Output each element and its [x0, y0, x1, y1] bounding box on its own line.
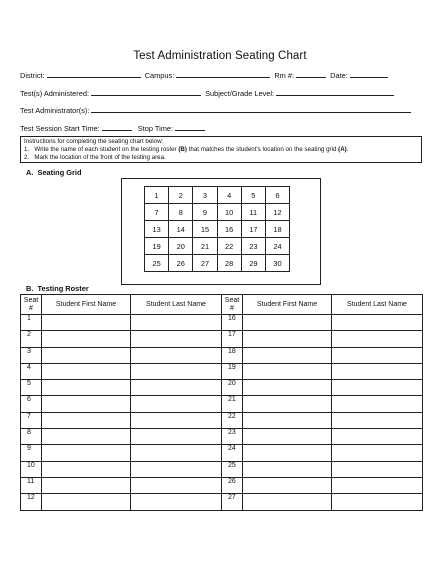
seat-number: 3 [21, 347, 42, 363]
first-name-cell[interactable] [243, 315, 332, 331]
instruction-text: . [346, 146, 349, 153]
last-name-cell[interactable] [131, 363, 222, 379]
first-name-cell[interactable] [243, 429, 332, 445]
date-label: Date: [330, 71, 348, 80]
seat-cell: 2 [169, 187, 193, 204]
testing-roster-table [20, 294, 423, 511]
last-name-cell[interactable] [332, 429, 423, 445]
seat-number: 21 [222, 396, 243, 412]
seat-cell: 25 [145, 255, 169, 272]
seat-cell: 29 [241, 255, 265, 272]
seat-cell: 30 [265, 255, 289, 272]
seat-cell: 21 [193, 238, 217, 255]
instruction-ref-a: (A) [338, 146, 347, 153]
first-name-cell[interactable] [243, 331, 332, 347]
section-label: Seating Grid [37, 168, 82, 177]
last-name-cell[interactable] [332, 445, 423, 461]
administrators-label: Test Administrator(s): [20, 106, 90, 115]
first-name-header: Student First Name [243, 295, 332, 315]
section-letter: B. [26, 284, 34, 293]
seat-cell: 18 [265, 221, 289, 238]
first-name-cell[interactable] [243, 380, 332, 396]
instruction-item-1 [24, 146, 418, 154]
seat-number: 5 [21, 380, 42, 396]
first-name-cell[interactable] [243, 363, 332, 379]
start-time-label: Test Session Start Time: [20, 124, 100, 133]
seat-cell: 5 [241, 187, 265, 204]
first-name-cell[interactable] [42, 396, 131, 412]
first-name-cell[interactable] [42, 331, 131, 347]
seat-number: 10 [21, 461, 42, 477]
start-time-field[interactable] [102, 122, 132, 131]
last-name-cell[interactable] [131, 347, 222, 363]
last-name-header: Student Last Name [332, 295, 423, 315]
seat-cell: 17 [241, 221, 265, 238]
campus-field[interactable] [176, 69, 270, 78]
last-name-cell[interactable] [131, 412, 222, 428]
seat-cell: 6 [265, 187, 289, 204]
stop-time-label: Stop Time: [137, 124, 174, 133]
subject-label: Subject/Grade Level: [205, 89, 275, 98]
last-name-cell[interactable] [332, 315, 423, 331]
last-name-header: Student Last Name [131, 295, 222, 315]
instructions-heading: Instructions for completing the seating chart below: [24, 138, 164, 145]
last-name-cell[interactable] [332, 477, 423, 493]
table-row [21, 396, 423, 412]
last-name-cell[interactable] [131, 494, 222, 510]
seat-cell: 12 [265, 204, 289, 221]
table-row [21, 380, 423, 396]
first-name-header: Student First Name [42, 295, 131, 315]
last-name-cell[interactable] [131, 315, 222, 331]
last-name-cell[interactable] [332, 412, 423, 428]
last-name-cell[interactable] [332, 396, 423, 412]
seat-cell: 28 [217, 255, 241, 272]
seat-cell: 11 [241, 204, 265, 221]
first-name-cell[interactable] [243, 412, 332, 428]
seat-cell: 27 [193, 255, 217, 272]
header-text: # [29, 304, 33, 312]
seating-grid [144, 186, 290, 272]
seat-cell: 22 [217, 238, 241, 255]
seat-cell: 16 [217, 221, 241, 238]
last-name-cell[interactable] [131, 477, 222, 493]
seat-cell: 23 [241, 238, 265, 255]
first-name-cell[interactable] [42, 461, 131, 477]
instruction-ref-b: (B) [178, 146, 187, 153]
first-name-cell[interactable] [42, 347, 131, 363]
last-name-cell[interactable] [332, 380, 423, 396]
header-text: Seat [23, 296, 39, 304]
section-a-heading [26, 168, 81, 177]
section-letter: A. [26, 168, 34, 177]
table-row [21, 315, 423, 331]
seat-number: 1 [21, 315, 42, 331]
header-text: Seat [224, 296, 240, 304]
last-name-cell[interactable] [332, 494, 423, 510]
seat-number: 19 [222, 363, 243, 379]
table-row [21, 347, 423, 363]
seat-number: 22 [222, 412, 243, 428]
first-name-cell[interactable] [243, 461, 332, 477]
last-name-cell[interactable] [131, 445, 222, 461]
last-name-cell[interactable] [131, 396, 222, 412]
row-times [20, 122, 207, 134]
table-row [21, 445, 423, 461]
last-name-cell[interactable] [332, 347, 423, 363]
seat-cell: 9 [193, 204, 217, 221]
seat-number: 27 [222, 494, 243, 510]
seat-cell: 13 [145, 221, 169, 238]
administrators-field[interactable] [91, 104, 411, 113]
instruction-number: 1. [24, 146, 30, 153]
first-name-cell[interactable] [243, 396, 332, 412]
seat-cell: 20 [169, 238, 193, 255]
last-name-cell[interactable] [332, 363, 423, 379]
instruction-text: Write the name of each student on the testing roster [34, 146, 177, 153]
room-field[interactable] [296, 69, 326, 78]
room-label: Rm #: [274, 71, 295, 80]
seat-number: 6 [21, 396, 42, 412]
seat-cell: 3 [193, 187, 217, 204]
table-row [21, 429, 423, 445]
table-row [21, 412, 423, 428]
seat-number: 18 [222, 347, 243, 363]
seat-number: 4 [21, 363, 42, 379]
instruction-text: that matches the student's location on the seating grid [188, 146, 337, 153]
seat-cell: 26 [169, 255, 193, 272]
first-name-cell[interactable] [243, 494, 332, 510]
table-row [21, 331, 423, 347]
seat-cell: 19 [145, 238, 169, 255]
seat-number: 2 [21, 331, 42, 347]
seat-number: 8 [21, 429, 42, 445]
district-label: District: [20, 71, 45, 80]
seat-number: 26 [222, 477, 243, 493]
seat-number: 16 [222, 315, 243, 331]
first-name-cell[interactable] [42, 380, 131, 396]
seat-number: 11 [21, 477, 42, 493]
seat-number: 20 [222, 380, 243, 396]
row-administrators [20, 104, 413, 116]
page-title: Test Administration Seating Chart [133, 50, 307, 62]
first-name-cell[interactable] [243, 445, 332, 461]
instruction-text: Mark the location of the front of the testing area. [34, 154, 166, 161]
section-b-heading [26, 284, 89, 293]
seating-grid-row [145, 204, 290, 221]
seating-grid-row [145, 221, 290, 238]
row-tests [20, 87, 396, 99]
tests-label: Test(s) Administered: [20, 89, 90, 98]
table-row [21, 461, 423, 477]
last-name-cell[interactable] [332, 461, 423, 477]
instructions-box [20, 136, 422, 163]
first-name-cell[interactable] [42, 477, 131, 493]
seat-number: 7 [21, 412, 42, 428]
seating-grid-row [145, 238, 290, 255]
instruction-item-2 [24, 154, 418, 162]
last-name-cell[interactable] [131, 461, 222, 477]
seat-number: 25 [222, 461, 243, 477]
last-name-cell[interactable] [131, 380, 222, 396]
roster-header-row [21, 295, 423, 315]
seat-cell: 8 [169, 204, 193, 221]
seating-grid-row [145, 255, 290, 272]
seat-cell: 4 [217, 187, 241, 204]
first-name-cell[interactable] [42, 445, 131, 461]
seat-number: 12 [21, 494, 42, 510]
first-name-cell[interactable] [42, 412, 131, 428]
seat-number: 9 [21, 445, 42, 461]
last-name-cell[interactable] [332, 331, 423, 347]
header-text: # [230, 304, 234, 312]
seat-cell: 10 [217, 204, 241, 221]
first-name-cell[interactable] [42, 429, 131, 445]
seating-grid-row [145, 187, 290, 204]
seat-cell: 7 [145, 204, 169, 221]
table-row [21, 477, 423, 493]
table-row [21, 363, 423, 379]
seat-cell: 24 [265, 238, 289, 255]
seat-number: 24 [222, 445, 243, 461]
last-name-cell[interactable] [131, 331, 222, 347]
seat-number-header [21, 295, 42, 315]
seat-cell: 15 [193, 221, 217, 238]
last-name-cell[interactable] [131, 429, 222, 445]
campus-label: Campus: [144, 71, 175, 80]
date-field[interactable] [350, 69, 388, 78]
section-label: Testing Roster [37, 284, 89, 293]
district-field[interactable] [47, 69, 141, 78]
first-name-cell[interactable] [42, 315, 131, 331]
row-district [20, 69, 390, 81]
first-name-cell[interactable] [243, 477, 332, 493]
seat-number: 17 [222, 331, 243, 347]
subject-field[interactable] [276, 87, 394, 96]
tests-field[interactable] [91, 87, 201, 96]
table-row [21, 494, 423, 510]
seat-number: 23 [222, 429, 243, 445]
instruction-number: 2. [24, 154, 30, 161]
first-name-cell[interactable] [243, 347, 332, 363]
seat-cell: 1 [145, 187, 169, 204]
stop-time-field[interactable] [175, 122, 205, 131]
first-name-cell[interactable] [42, 494, 131, 510]
first-name-cell[interactable] [42, 363, 131, 379]
seat-number-header [222, 295, 243, 315]
seat-cell: 14 [169, 221, 193, 238]
